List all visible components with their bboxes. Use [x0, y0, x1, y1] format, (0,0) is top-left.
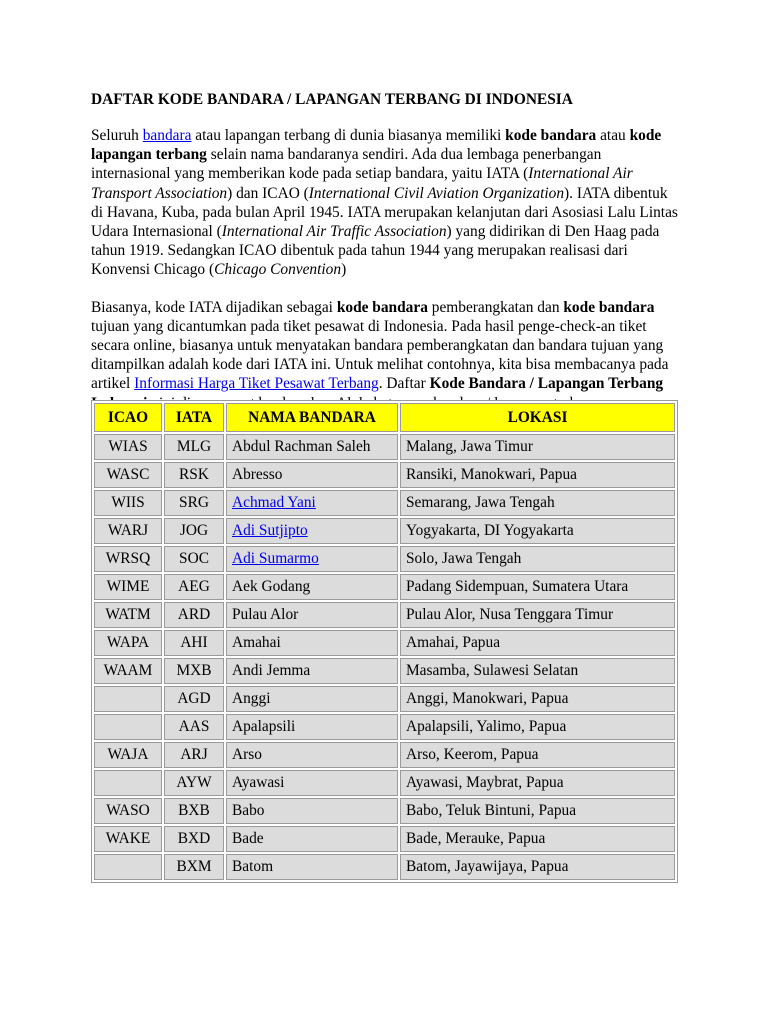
cell-iata: MXB [164, 658, 224, 684]
cell-airport-name [226, 490, 398, 516]
cell-airport-name: Abdul Rachman Saleh [226, 434, 398, 460]
header-location: LOKASI [400, 403, 675, 432]
text-run: ) yang didirikan di Den Haag pada tahun 1919. Sedangkan ICAO dibentuk pada tahun 1944 yang merupakan realisasi dari Konvensi Chicago ( [91, 223, 660, 279]
cell-location: Bade, Merauke, Papua [400, 826, 675, 852]
text-run: Seluruh [91, 127, 143, 144]
bold-text: kode bandara [505, 127, 597, 144]
cell-location: Ransiki, Manokwari, Papua [400, 462, 675, 488]
cell-airport-name: Bade [226, 826, 398, 852]
table-row [94, 854, 675, 880]
cell-icao: WIME [94, 574, 162, 600]
airport-link-adi-sutjipto[interactable]: Adi Sutjipto [232, 522, 308, 539]
text-run: pemberangkatan dan [427, 298, 564, 316]
cell-location: Pulau Alor, Nusa Tenggara Timur [400, 602, 675, 628]
cell-location: Anggi, Manokwari, Papua [400, 686, 675, 712]
text-run: selain nama bandaranya sendiri. Ada dua lembaga penerbangan internasional yang memberikan kode pada setiap bandara, yaitu IATA ( [91, 146, 602, 183]
cell-iata: AAS [164, 714, 224, 740]
ticket-price-article-link[interactable]: Informasi Harga Tiket Pesawat Terbang [134, 375, 379, 393]
cell-location: Arso, Keerom, Papua [400, 742, 675, 768]
cell-location: Malang, Jawa Timur [400, 434, 675, 460]
cell-icao: WAKE [94, 826, 162, 852]
bold-text: kode bandara [563, 298, 655, 316]
cell-location: Yogyakarta, DI Yogyakarta [400, 518, 675, 544]
table-row [94, 602, 675, 628]
text-run: Biasanya, kode IATA dijadikan sebagai [91, 298, 337, 316]
text-run: tujuan yang dicantumkan pada tiket pesawat di Indonesia. Pada hasil penge-check-an tiket secara online, biasanya untuk menyatakan bandara pemberangkatan dan bandara tujuan yang ditampilkan adalah kode dari IATA ini. Untuk melihat contohnya, kita bisa membacanya pada artikel [91, 317, 669, 393]
cell-airport-name: Apalapsili [226, 714, 398, 740]
text-run: . Daftar [378, 375, 430, 393]
table-row [94, 630, 675, 656]
cell-airport-name [226, 518, 398, 544]
cell-airport-name: Pulau Alor [226, 602, 398, 628]
table-row [94, 658, 675, 684]
table-row [94, 574, 675, 600]
table-row [94, 826, 675, 852]
cell-iata: ARD [164, 602, 224, 628]
cell-location: Babo, Teluk Bintuni, Papua [400, 798, 675, 824]
cell-iata: AGD [164, 686, 224, 712]
cell-iata: MLG [164, 434, 224, 460]
cell-location: Masamba, Sulawesi Selatan [400, 658, 675, 684]
text-run: ). IATA dibentuk di Havana, Kuba, pada bulan April 1945. IATA merupakan kelanjutan dari Asosiasi Lalu Lintas Udara Internasional ( [91, 184, 678, 241]
cell-icao: WAPA [94, 630, 162, 656]
intro-paragraph [91, 126, 681, 280]
cell-airport-name: Andi Jemma [226, 658, 398, 684]
cell-location: Apalapsili, Yalimo, Papua [400, 714, 675, 740]
table-row [94, 742, 675, 768]
cell-iata: AEG [164, 574, 224, 600]
bold-text: kode bandara [336, 298, 428, 316]
cell-location: Ayawasi, Maybrat, Papua [400, 770, 675, 796]
cell-airport-name: Aek Godang [226, 574, 398, 600]
document-body [91, 90, 681, 431]
cell-location: Padang Sidempuan, Sumatera Utara [400, 574, 675, 600]
cell-airport-name: Anggi [226, 686, 398, 712]
table-row [94, 434, 675, 460]
table-row [94, 546, 675, 572]
cell-iata: JOG [164, 518, 224, 544]
cell-location: Batom, Jayawijaya, Papua [400, 854, 675, 880]
airport-link-adi-sumarmo[interactable]: Adi Sumarmo [232, 550, 319, 567]
cell-iata: AYW [164, 770, 224, 796]
text-run: ) dan ICAO ( [227, 184, 309, 202]
cell-airport-name: Amahai [226, 630, 398, 656]
cell-icao [94, 770, 162, 796]
cell-icao [94, 854, 162, 880]
cell-icao: WASC [94, 462, 162, 488]
table-header-row [94, 403, 675, 432]
table-row [94, 490, 675, 516]
cell-airport-name [226, 546, 398, 572]
cell-icao [94, 686, 162, 712]
cell-airport-name: Arso [226, 742, 398, 768]
table-row [94, 770, 675, 796]
cell-iata: BXM [164, 854, 224, 880]
iata-paragraph [91, 298, 681, 413]
cell-iata: AHI [164, 630, 224, 656]
table-row [94, 714, 675, 740]
page-title: DAFTAR KODE BANDARA / LAPANGAN TERBANG DI INDONESIA [91, 91, 573, 108]
header-iata: IATA [164, 403, 224, 432]
cell-airport-name: Babo [226, 798, 398, 824]
cell-icao: WAAM [94, 658, 162, 684]
cell-iata: BXB [164, 798, 224, 824]
cell-icao: WATM [94, 602, 162, 628]
cell-icao: WARJ [94, 518, 162, 544]
italic-text: International Air Traffic Association [221, 223, 447, 241]
cell-icao: WIIS [94, 490, 162, 516]
cell-icao: WAJA [94, 742, 162, 768]
cell-iata: BXD [164, 826, 224, 852]
cell-location: Amahai, Papua [400, 630, 675, 656]
table-row [94, 798, 675, 824]
cell-location: Semarang, Jawa Tengah [400, 490, 675, 516]
cell-airport-name: Abresso [226, 462, 398, 488]
text-run: ) [341, 261, 347, 279]
cell-location: Solo, Jawa Tengah [400, 546, 675, 572]
italic-text: Chicago Convention [214, 261, 342, 279]
table-row [94, 686, 675, 712]
italic-text: International Civil Aviation Organization [308, 184, 565, 202]
italic-text: International Air Transport Association [91, 165, 633, 202]
text-run: atau lapangan terbang di dunia biasanya memiliki [191, 127, 506, 144]
cell-icao: WIAS [94, 434, 162, 460]
cell-iata: RSK [164, 462, 224, 488]
airport-code-table [91, 400, 678, 883]
airport-link-achmad-yani[interactable]: Achmad Yani [232, 494, 316, 511]
cell-iata: SRG [164, 490, 224, 516]
table-row [94, 518, 675, 544]
table-row [94, 462, 675, 488]
cell-icao [94, 714, 162, 740]
cell-icao: WRSQ [94, 546, 162, 572]
cell-icao: WASO [94, 798, 162, 824]
bandara-link[interactable]: bandara [142, 127, 192, 144]
cell-airport-name: Ayawasi [226, 770, 398, 796]
cell-iata: SOC [164, 546, 224, 572]
bold-text: Kode Bandara / Lapangan Terbang [429, 375, 664, 393]
cell-iata: ARJ [164, 742, 224, 768]
cell-airport-name: Batom [226, 854, 398, 880]
header-airport-name: NAMA BANDARA [226, 403, 398, 432]
bold-text: kode lapangan terbang [91, 127, 662, 164]
text-run: atau [596, 127, 630, 144]
header-icao: ICAO [94, 403, 162, 432]
